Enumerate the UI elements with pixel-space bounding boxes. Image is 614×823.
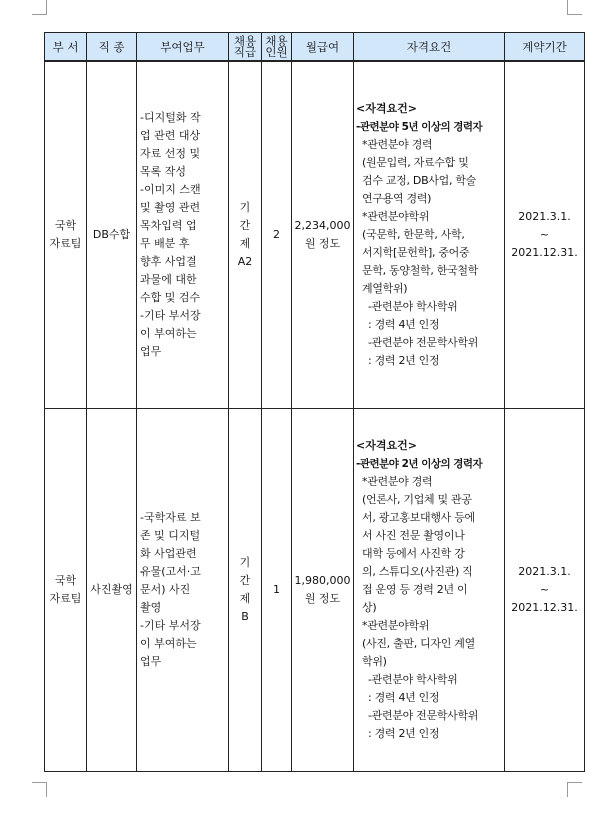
header-pay: 월급여 xyxy=(292,33,354,62)
grade-cell: 기 간 제 A2 xyxy=(229,61,262,408)
job-cell: DB수합 xyxy=(87,61,137,408)
header-row xyxy=(45,33,585,62)
table-row xyxy=(45,61,585,408)
header-job: 직 종 xyxy=(87,33,137,62)
quals-cell: <자격요건> -관련분야 2년 이상의 경력자 *관련분야 경력 (언론사, 기업체 및 관공 서, 광고홍보대행사 등에 서 사진 전문 촬영이나 대학 등에서 사진학 강 의, 스튜디오(사진관) 직 접 운영 등 경력 2년 이 상) *관련분야학위 (사진, 출판, 디자인 계열 학위) -관련분야 학사학위 : 경력 4년 인정 -관련분야 전문학사학위 : 경력 2년 인정 xyxy=(354,408,505,771)
dept-cell: 국학 자료팀 xyxy=(45,408,87,771)
period-cell: 2021.3.1. ~ 2021.12.31. xyxy=(505,408,585,771)
grade-cell: 기 간 제 B xyxy=(229,408,262,771)
dept-cell: 국학 자료팀 xyxy=(45,61,87,408)
header-count: 채용 인원 xyxy=(262,33,292,62)
page-corner-mark xyxy=(567,782,582,797)
recruitment-table xyxy=(44,32,585,772)
header-quals: 자격요건 xyxy=(354,33,505,62)
header-grade: 채용 직급 xyxy=(229,33,262,62)
page-corner-mark xyxy=(32,0,47,15)
pay-cell: 2,234,000 원 정도 xyxy=(292,61,354,408)
duties-cell: -디지털화 작 업 관련 대상 자료 선정 및 목록 작성 -이미지 스캔 및 촬영 관련 목차입력 업 무 배분 후 향후 사업결 과물에 대한 수합 및 검수 -기타 부서장 이 부여하는 업무 xyxy=(137,61,229,408)
count-cell: 2 xyxy=(262,61,292,408)
header-duties: 부여업무 xyxy=(137,33,229,62)
table-row xyxy=(45,408,585,771)
header-period: 계약기간 xyxy=(505,33,585,62)
page-corner-mark xyxy=(567,0,582,15)
page-corner-mark xyxy=(32,782,47,797)
header-dept: 부 서 xyxy=(45,33,87,62)
quals-cell: <자격요건> -관련분야 5년 이상의 경력자 *관련분야 경력 (원문입력, 자료수합 및 검수 교정, DB사업, 학술 연구용역 경력) *관련분야학위 (국문학, 한문학, 사학, 서지학[문헌학], 중어중 문학, 동양철학, 한국철학 계열학위) -관련분야 학사학위 : 경력 4년 인정 -관련분야 전문학사학위 : 경력 2년 인정 xyxy=(354,61,505,408)
pay-cell: 1,980,000 원 정도 xyxy=(292,408,354,771)
count-cell: 1 xyxy=(262,408,292,771)
job-cell: 사진촬영 xyxy=(87,408,137,771)
duties-cell: -국학자료 보 존 및 디지털 화 사업관련 유물(고서·고 문서) 사진 촬영 -기타 부서장 이 부여하는 업무 xyxy=(137,408,229,771)
period-cell: 2021.3.1. ~ 2021.12.31. xyxy=(505,61,585,408)
